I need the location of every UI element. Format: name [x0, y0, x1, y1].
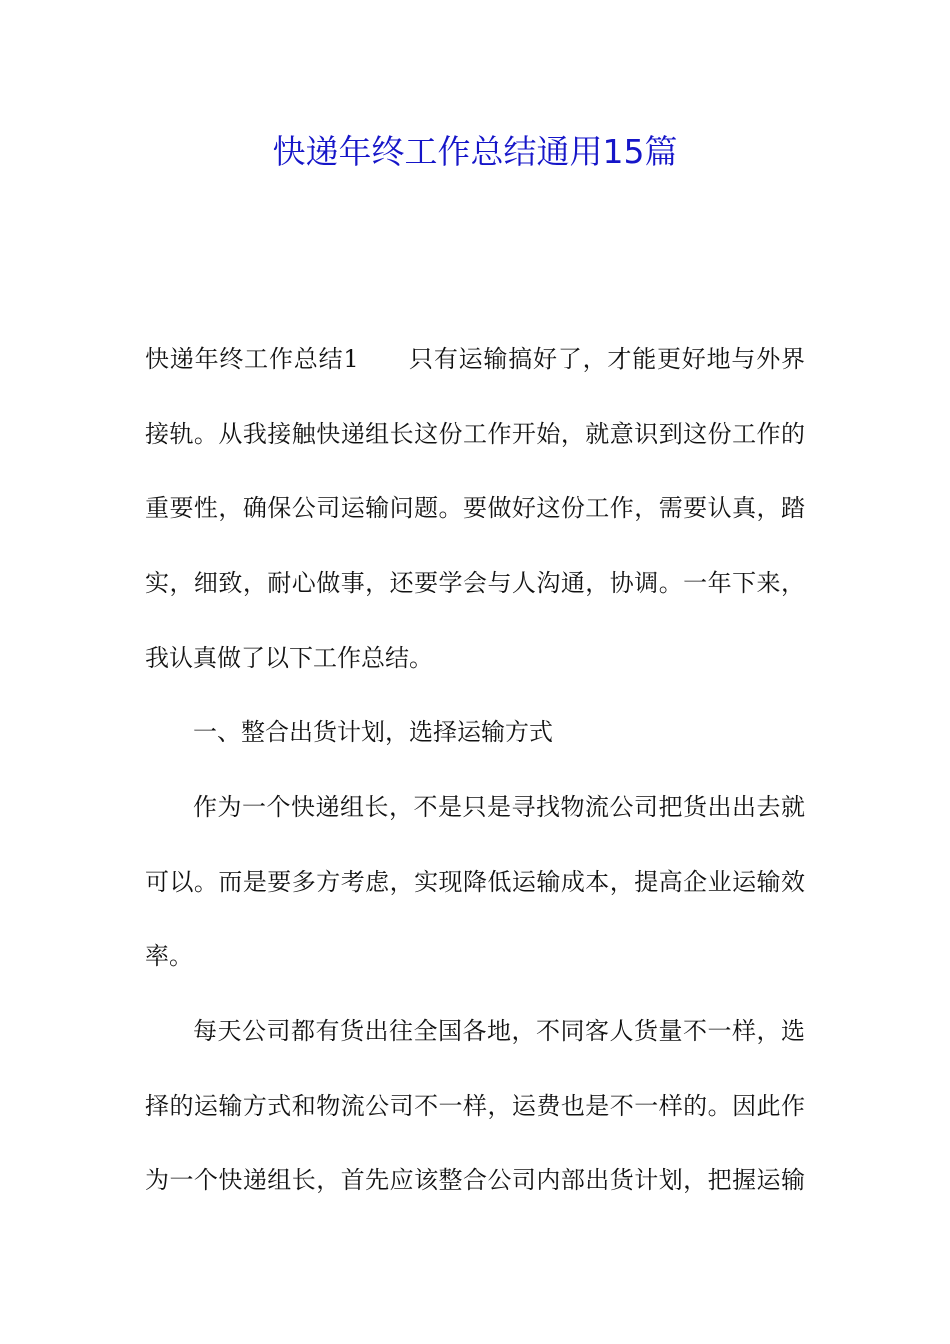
document-title: 快递年终工作总结通用15篇 [272, 132, 678, 171]
paragraph-line: 择的运输方式和物流公司不一样，运费也是不一样的。因此作 [145, 1092, 805, 1120]
paragraph-line: 接轨。从我接触快递组长这份工作开始，就意识到这份工作的 [145, 420, 805, 448]
paragraph-line: 快递年终工作总结1 只有运输搞好了，才能更好地与外界 [145, 345, 805, 373]
paragraph-line: 重要性，确保公司运输问题。要做好这份工作，需要认真，踏 [145, 494, 805, 522]
paragraph-line: 为一个快递组长，首先应该整合公司内部出货计划，把握运输 [145, 1166, 805, 1194]
paragraph-line: 率。 [145, 942, 193, 970]
paragraph-line: 实，细致，耐心做事，还要学会与人沟通，协调。一年下来， [145, 569, 805, 597]
paragraph-line: 作为一个快递组长，不是只是寻找物流公司把货出出去就 [193, 793, 805, 821]
paragraph-line: 我认真做了以下工作总结。 [145, 644, 433, 672]
paragraph-line: 可以。而是要多方考虑，实现降低运输成本，提高企业运输效 [145, 868, 805, 896]
paragraph-line: 每天公司都有货出往全国各地，不同客人货量不一样，选 [193, 1017, 805, 1045]
section-heading: 一、整合出货计划，选择运输方式 [193, 718, 553, 746]
